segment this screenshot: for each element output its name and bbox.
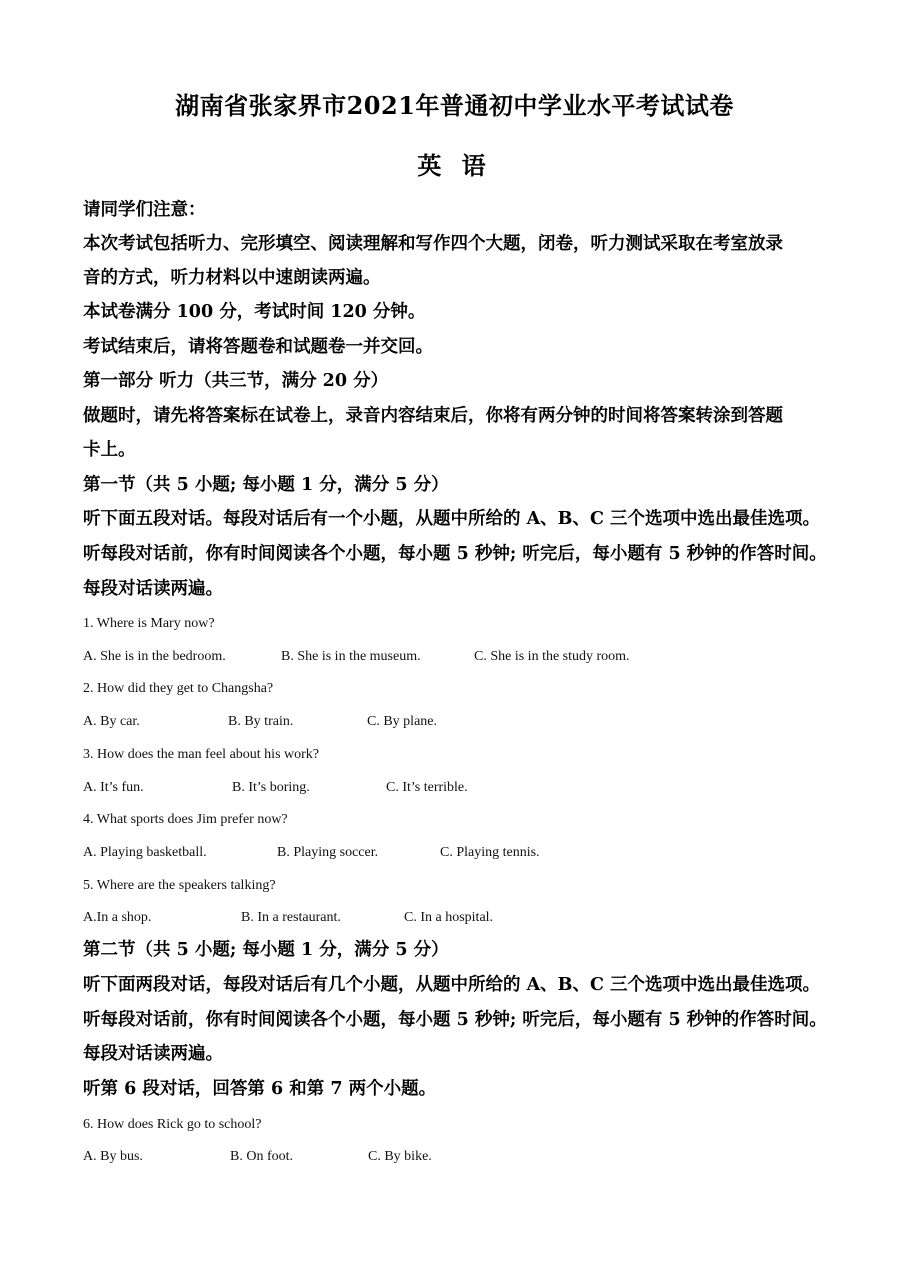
question-text: 5. Where are the speakers talking?: [83, 878, 276, 893]
option-b: B. On foot.: [230, 1149, 293, 1164]
section1-instruction: 听每段对话前，你有时间阅读各个小题，每小题 5 秒钟; 听完后，每小题有 5 秒钟的作答时间。: [83, 544, 827, 564]
section2-instruction: 听下面两段对话，每段对话后有几个小题，从题中所给的 A、B、C 三个选项中选出最佳选项。: [83, 975, 820, 995]
question-text: 4. What sports does Jim prefer now?: [83, 812, 288, 827]
option-a: A. By car.: [83, 714, 140, 729]
option-a: A. By bus.: [83, 1149, 143, 1164]
subject-title: 英 语: [417, 151, 492, 180]
question-text: 2. How did they get to Changsha?: [83, 681, 274, 696]
section1-instruction: 听下面五段对话。每段对话后有一个小题，从题中所给的 A、B、C 三个选项中选出最佳选项。: [83, 509, 820, 529]
part1-instruction: 做题时，请先将答案标在试卷上，录音内容结束后，你将有两分钟的时间将答案转涂到答题: [83, 406, 783, 426]
option-b: B. In a restaurant.: [241, 910, 341, 925]
option-c: C. Playing tennis.: [440, 845, 540, 860]
section2-instruction: 每段对话读两遍。: [83, 1044, 223, 1064]
question-text: 3. How does the man feel about his work?: [83, 747, 319, 762]
option-c: C. It’s terrible.: [386, 780, 468, 795]
option-c: C. By bike.: [368, 1149, 432, 1164]
question-text: 6. How does Rick go to school?: [83, 1117, 262, 1132]
notice-line: 本试卷满分 100 分，考试时间 120 分钟。: [83, 302, 426, 322]
option-b: B. She is in the museum.: [281, 649, 421, 664]
option-c: C. In a hospital.: [404, 910, 494, 925]
part1-instruction: 卡上。: [83, 440, 136, 460]
option-b: B. Playing soccer.: [277, 845, 379, 860]
option-a: A. Playing basketball.: [83, 845, 207, 860]
option-c: C. She is in the study room.: [474, 649, 630, 664]
notice-line: 本次考试包括听力、完形填空、阅读理解和写作四个大题，闭卷，听力测试采取在考室放录: [83, 234, 783, 254]
option-a: A. She is in the bedroom.: [83, 649, 226, 664]
section1-instruction: 每段对话读两遍。: [83, 579, 223, 599]
exam-title: 湖南省张家界市2021年普通初中学业水平考试试卷: [175, 91, 734, 120]
dialogue-instruction: 听第 6 段对话，回答第 6 和第 7 两个小题。: [83, 1079, 437, 1099]
notice-line: 音的方式，听力材料以中速朗读两遍。: [83, 268, 381, 288]
option-a: A. It’s fun.: [83, 780, 144, 795]
option-c: C. By plane.: [367, 714, 437, 729]
option-a: A.In a shop.: [83, 910, 152, 925]
section2-instruction: 听每段对话前，你有时间阅读各个小题，每小题 5 秒钟; 听完后，每小题有 5 秒钟的作答时间。: [83, 1010, 827, 1030]
notice-line: 考试结束后，请将答题卷和试题卷一并交回。: [83, 337, 433, 357]
question-text: 1. Where is Mary now?: [83, 616, 215, 631]
section2-heading: 第二节（共 5 小题; 每小题 1 分，满分 5 分）: [83, 940, 449, 960]
part1-heading: 第一部分 听力（共三节，满分 20 分）: [83, 371, 389, 391]
option-b: B. It’s boring.: [232, 780, 310, 795]
option-b: B. By train.: [228, 714, 294, 729]
section1-heading: 第一节（共 5 小题; 每小题 1 分，满分 5 分）: [83, 475, 449, 495]
notice-heading: 请同学们注意：: [83, 200, 206, 220]
